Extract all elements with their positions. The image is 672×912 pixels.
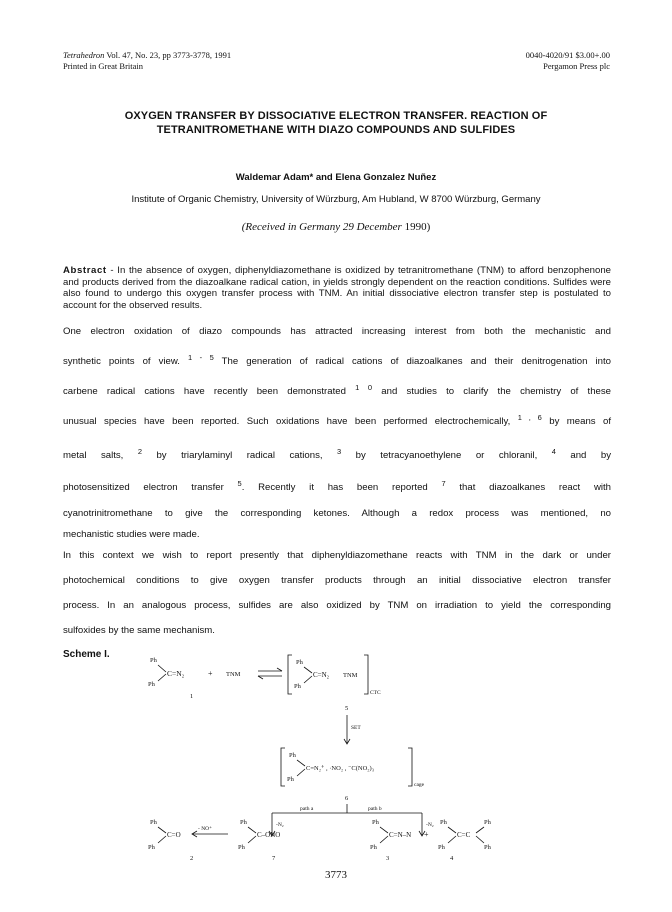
body-line: carbene radical cations have recently been demonstrated $^{1 0}$ and studies to clarify the chemistry of these <box>63 383 611 398</box>
authors: Waldemar Adam* and Elena Gonzalez Nuñez <box>235 172 437 183</box>
body-line: sulfoxides by the same mechanism. <box>63 625 215 636</box>
svg-text:C=C: C=C <box>457 831 471 839</box>
svg-text:+: + <box>424 830 429 839</box>
received-date: (Received in Germany 29 December 1990) <box>241 221 431 233</box>
svg-text:C=N₂⁺̇ , ·NO₂ , ⁻C(NO₂)₃: C=N₂⁺̇ , ·NO₂ , ⁻C(NO₂)₃ <box>306 765 374 772</box>
svg-text:C=N₂: C=N₂ <box>167 669 185 678</box>
svg-text:+: + <box>208 669 213 678</box>
svg-text:C=N₂: C=N₂ <box>313 671 330 679</box>
body-line: cyanotrinitromethane to give the corresponding ketones. Although a redox process was mentioned, no <box>63 508 611 519</box>
body-line: One electron oxidation of diazo compounds has attracted increasing interest from both the mechanistic and <box>63 326 611 337</box>
paper-title-line2: TETRANITROMETHANE WITH DIAZO COMPOUNDS AND SULFIDES <box>156 124 516 136</box>
svg-text:Ph: Ph <box>438 844 445 851</box>
abstract-text: - In the absence of oxygen, diphenyldiazomethane is oxidized by tetranitromethane (TNM) to afford benzophenone and products derived from the diazoalkane radical cation, in yields strongly dependent on the reaction conditions. Sulfides were also found to undergo this oxygen transfer process with TNM. An initial dissociative electron transfer step is postulated to account for the observed results. <box>63 265 611 311</box>
page-number: 3773 <box>325 869 347 881</box>
body-line: process. In an analogous process, sulfides are also oxidized by TNM on irradiation to yield the corresponding <box>63 600 611 611</box>
svg-text:1: 1 <box>190 693 194 700</box>
issn: 0040-4020/91 $3.00+.00 <box>525 50 610 60</box>
svg-text:Ph: Ph <box>240 819 247 826</box>
svg-text:Ph: Ph <box>484 844 491 851</box>
svg-text:Ph: Ph <box>370 844 377 851</box>
svg-text:2: 2 <box>190 855 194 860</box>
svg-text:Ph: Ph <box>150 657 157 664</box>
scheme-label: Scheme I. <box>63 649 110 660</box>
svg-text:Ph: Ph <box>484 819 491 826</box>
svg-text:6: 6 <box>345 795 349 802</box>
svg-text:Ph: Ph <box>294 683 301 690</box>
svg-text:C=N–N: C=N–N <box>389 831 412 839</box>
body-line: photochemical conditions to give oxygen transfer products through an initial dissociative electron transfer <box>63 575 611 586</box>
svg-text:Ph: Ph <box>296 659 303 666</box>
svg-text:4: 4 <box>450 855 454 860</box>
svg-text:-N₂: -N₂ <box>426 822 434 828</box>
body-line: photosensitized electron transfer $^5$. Recently it has been reported $^7$ that diazoalkanes react with <box>63 479 612 494</box>
svg-text:- NO⁺: - NO⁺ <box>198 826 213 832</box>
paper-title-line1: OXYGEN TRANSFER BY DISSOCIATIVE ELECTRON TRANSFER. REACTION OF <box>124 110 548 122</box>
svg-text:C=O: C=O <box>167 831 181 839</box>
journal-citation: Tetrahedron Vol. 47, No. 23, pp 3773-3778, 1991 <box>63 50 232 60</box>
svg-text:-N₂: -N₂ <box>276 822 284 828</box>
body-line: metal salts, $^2$ by triarylaminyl radical cations, $^3$ by tetracyanoethylene or chloranil, $^4$ and by <box>63 447 611 462</box>
svg-text:C–ONO: C–ONO <box>257 831 281 839</box>
svg-text:SET: SET <box>351 725 361 731</box>
svg-text:Ph: Ph <box>287 776 294 783</box>
svg-text:Ph: Ph <box>372 819 379 826</box>
svg-text:path b: path b <box>368 806 382 812</box>
svg-text:5: 5 <box>345 705 349 712</box>
svg-text:Ph: Ph <box>440 819 447 826</box>
svg-text:3: 3 <box>386 855 390 860</box>
svg-text:path a: path a <box>300 806 314 812</box>
abstract <box>63 265 611 311</box>
svg-text:Ph: Ph <box>150 819 157 826</box>
publisher: Pergamon Press plc <box>543 61 610 71</box>
svg-text:Ph: Ph <box>148 844 155 851</box>
svg-text:TNM: TNM <box>226 671 241 678</box>
svg-text:Ph: Ph <box>238 844 245 851</box>
abstract-label: Abstract <box>63 265 107 276</box>
svg-text:Ph: Ph <box>289 752 296 759</box>
svg-text:Ph: Ph <box>148 681 155 688</box>
institution: Institute of Organic Chemistry, University of Würzburg, Am Hubland, W 8700 Würzburg, Germany <box>131 194 541 205</box>
body-line: In this context we wish to report presently that diphenyldiazomethane reacts with TNM in the dark or under <box>63 550 611 561</box>
svg-text:TNM: TNM <box>343 672 358 679</box>
reaction-scheme <box>0 650 672 860</box>
body-line: unusual species have been reported. Such oxidations have been performed electrochemically, $^{1 , 6}$ by means of <box>63 413 611 428</box>
printed-note: Printed in Great Britain <box>63 61 144 71</box>
svg-text:cage: cage <box>414 782 425 788</box>
svg-text:7: 7 <box>272 855 276 860</box>
body-line: mechanistic studies were made. <box>63 529 200 540</box>
body-line: synthetic points of view. $^{1 - 5}$ The generation of radical cations of diazoalkanes and their denitrogenation into <box>63 353 611 368</box>
svg-text:CTC: CTC <box>370 690 381 696</box>
